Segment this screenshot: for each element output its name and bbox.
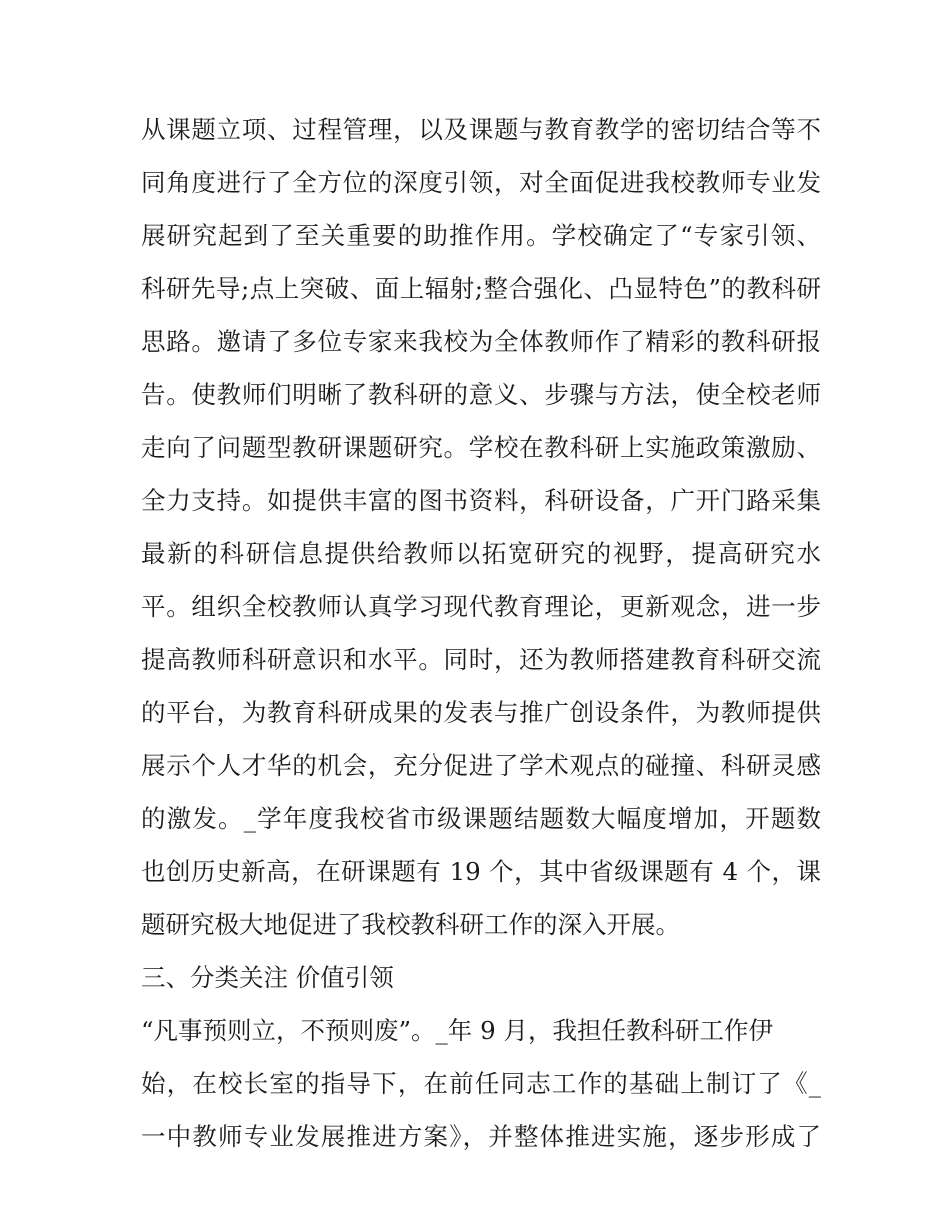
paragraph-line: 走向了问题型教研课题研究。学校在教科研上实施政策激励、 [141, 433, 821, 462]
paragraph-line: 题研究极大地促进了我校教科研工作的深入开展。 [141, 910, 680, 939]
paragraph-line: 的激发。_学年度我校省市级课题结题数大幅度增加，开题数 [141, 804, 821, 833]
paragraph-line: 全力支持。如提供丰富的图书资料，科研设备，广开门路采集 [141, 486, 821, 515]
paragraph-line: 同角度进行了全方位的深度引领，对全面促进我校教师专业发 [141, 168, 821, 197]
paragraph-line: 的平台，为教育科研成果的发表与推广创设条件，为教师提供 [141, 698, 821, 727]
paragraph-line: 科研先导;点上突破、面上辐射;整合强化、凸显特色”的教科研 [141, 274, 821, 303]
paragraph-line: 告。使教师们明晰了教科研的意义、步骤与方法，使全校老师 [141, 380, 821, 409]
paragraph-line: 思路。邀请了多位专家来我校为全体教师作了精彩的教科研报 [141, 327, 821, 356]
paragraph-line: 也创历史新高，在研课题有 19 个，其中省级课题有 4 个，课 [141, 857, 821, 886]
paragraph-line: “凡事预则立，不预则废”。_年 9 月，我担任教科研工作伊 [141, 1016, 773, 1045]
section-heading: 三、分类关注 价值引领 [141, 963, 394, 992]
paragraph-line: 提高教师科研意识和水平。同时，还为教师搭建教育科研交流 [141, 645, 821, 674]
paragraph-line: 展示个人才华的机会，充分促进了学术观点的碰撞、科研灵感 [141, 751, 821, 780]
paragraph-line: 从课题立项、过程管理，以及课题与教育教学的密切结合等不 [141, 115, 821, 144]
paragraph-line: 最新的科研信息提供给教师以拓宽研究的视野，提高研究水 [141, 539, 821, 568]
paragraph-line: 平。组织全校教师认真学习现代教育理论，更新观念，进一步 [141, 592, 821, 621]
paragraph-line: 始，在校长室的指导下，在前任同志工作的基础上制订了《_ [141, 1069, 821, 1098]
paragraph-line: 一中教师专业发展推进方案》，并整体推进实施，逐步形成了 [141, 1122, 821, 1151]
paragraph-line: 展研究起到了至关重要的助推作用。学校确定了“专家引领、 [141, 221, 821, 250]
